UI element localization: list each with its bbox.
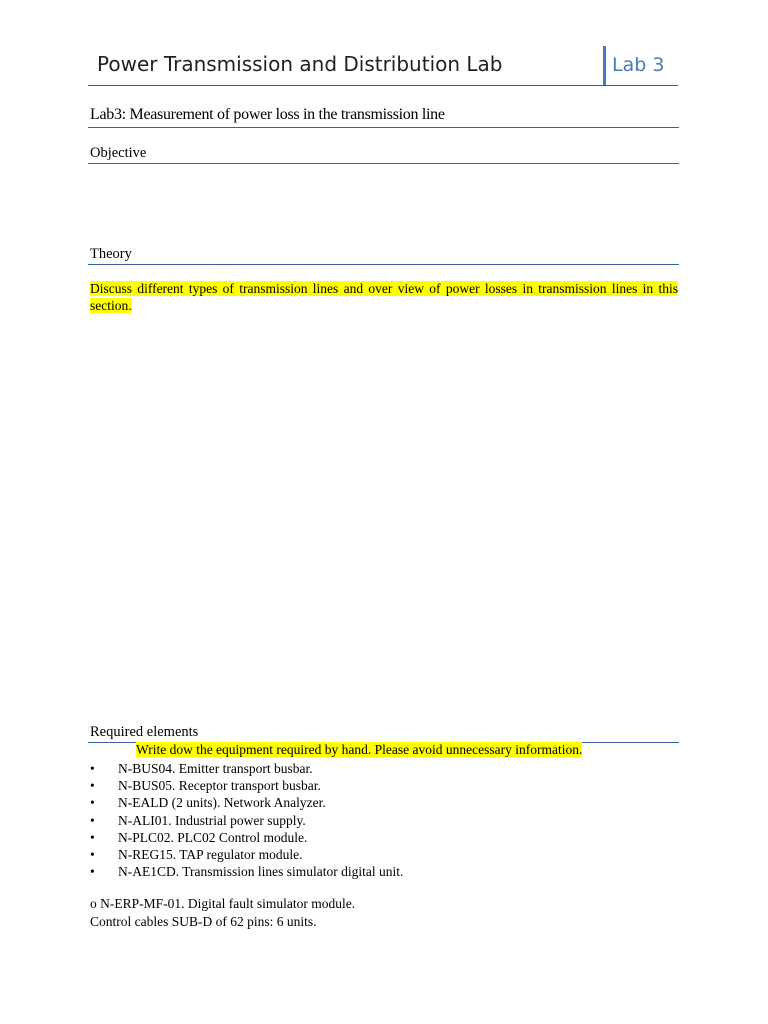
list-item-text: N-BUS05. Receptor transport busbar. bbox=[118, 778, 321, 794]
theory-paragraph bbox=[90, 280, 678, 314]
bullet-icon: • bbox=[90, 761, 95, 776]
list-item bbox=[90, 846, 403, 863]
header-divider bbox=[88, 85, 678, 86]
bullet-icon: • bbox=[90, 847, 95, 863]
required-elements-heading: Required elements bbox=[90, 724, 199, 740]
list-item-text: N-BUS04. Emitter transport busbar. bbox=[118, 761, 313, 776]
list-item bbox=[90, 777, 403, 794]
bullet-icon: • bbox=[90, 829, 95, 845]
title-divider bbox=[88, 127, 679, 128]
instruction-highlighted-text: Write dow the equipment required by hand. Please avoid unnecessary information. bbox=[136, 742, 583, 757]
list-item bbox=[90, 829, 403, 846]
bullet-icon: • bbox=[90, 812, 95, 828]
header-title: Power Transmission and Distribution Lab bbox=[97, 52, 503, 76]
bullet-icon: • bbox=[90, 778, 95, 794]
list-item-text: N-PLC02. PLC02 Control module. bbox=[118, 829, 308, 845]
bullet-icon: • bbox=[90, 795, 95, 811]
fault-simulator-line: o N-ERP-MF-01. Digital fault simulator module. bbox=[90, 896, 356, 911]
list-item bbox=[90, 794, 403, 811]
list-item-text: N-AE1CD. Transmission lines simulator digital unit. bbox=[118, 864, 404, 880]
objective-heading: Objective bbox=[90, 145, 147, 161]
required-elements-instruction bbox=[136, 742, 582, 758]
list-item bbox=[90, 760, 403, 777]
document-title: Lab3: Measurement of power loss in the transmission line bbox=[90, 106, 445, 123]
theory-highlighted-text: Discuss different types of transmission lines and over view of power losses in transmission lines in this section. bbox=[90, 281, 678, 313]
theory-heading: Theory bbox=[90, 246, 132, 262]
theory-divider bbox=[88, 264, 679, 265]
list-item bbox=[90, 863, 403, 880]
equipment-list bbox=[90, 760, 403, 880]
control-cables-line: Control cables SUB-D of 62 pins: 6 units. bbox=[90, 914, 317, 929]
list-item-text: N-REG15. TAP regulator module. bbox=[118, 847, 303, 863]
bullet-icon: • bbox=[90, 864, 95, 880]
list-item bbox=[90, 812, 403, 829]
objective-divider bbox=[88, 163, 679, 164]
lab-number-badge: Lab 3 bbox=[612, 54, 665, 76]
list-item-text: N-ALI01. Industrial power supply. bbox=[118, 812, 306, 828]
header-badge-divider bbox=[603, 46, 606, 86]
list-item-text: N-EALD (2 units). Network Analyzer. bbox=[118, 795, 326, 811]
